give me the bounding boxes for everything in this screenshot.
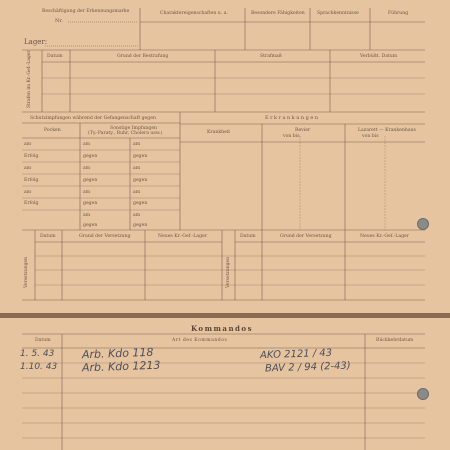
transfer-date-header: Datum <box>240 234 256 239</box>
kommandos-title: Kommandos <box>191 324 254 333</box>
vacc-am-label: am <box>24 190 32 195</box>
transfers-side-label: Versetzungen <box>24 256 29 288</box>
transfer-newcamp-header: Neues Kr.-Gef.-Lager <box>360 234 409 239</box>
vacc-gegen-label: gegen <box>133 178 148 183</box>
transfer-date-header: Datum <box>40 234 56 239</box>
vacc-am-label: am <box>83 142 91 147</box>
vacc-erfolg-label: Erfolg <box>24 154 39 159</box>
other-vacc-header: Sonstige Impfungen <box>110 126 158 131</box>
kommando-date-header: Datum <box>35 338 51 343</box>
pox-header: Pocken <box>44 128 61 133</box>
vacc-am-label: am <box>133 142 141 147</box>
transfer-reason-header: Grund der Versetzung <box>280 234 332 239</box>
vacc-gegen-label: gegen <box>83 178 98 183</box>
vacc-gegen-label: gegen <box>83 223 98 228</box>
vaccinations-title: Schutzimpfungen während der Gefangenschaft gegen <box>30 116 156 121</box>
entry-date: 1.10. 43 <box>20 362 58 372</box>
entry-kommando: Arb. Kdo 1213 <box>81 358 161 375</box>
vacc-gegen-label: gegen <box>133 223 148 228</box>
abilities-label: Besondere Fähigkeiten <box>251 11 305 16</box>
punish-penalty-header: Strafmaß <box>260 54 282 59</box>
lager-label: Lager: <box>24 38 48 46</box>
vacc-am-label: am <box>133 166 141 171</box>
vacc-gegen-label: gegen <box>133 201 148 206</box>
illness-header: Krankheit <box>207 130 231 135</box>
vacc-am-label: am <box>83 213 91 218</box>
vacc-gegen-label: gegen <box>83 201 98 206</box>
entry-kommando: Arb. Kdo 118 <box>81 345 154 362</box>
punish-date-header: Datum <box>47 54 63 59</box>
kommando-type-header: Art des Kommandos <box>172 338 228 343</box>
languages-label: Sprachkenntnisse <box>317 11 359 16</box>
transfer-reason-header: Grund der Versetzung <box>79 234 131 239</box>
transfer-newcamp-header: Neues Kr.-Gef.-Lager <box>158 234 207 239</box>
punishments-side-label: Strafen im Kr.-Gef.-Lager <box>27 50 32 108</box>
revier-header: Revier <box>295 128 311 133</box>
nr-label: Nr. <box>55 18 63 24</box>
vacc-gegen-label: gegen <box>83 154 98 159</box>
punish-served-header: Verbüßt. Datum <box>360 54 398 59</box>
revier-von-bis: von bis <box>283 134 300 139</box>
entry-reference: AKO 2121 / 43 <box>259 347 333 362</box>
vacc-am-label: am <box>133 190 141 195</box>
punish-reason-header: Grund der Bestrafung <box>117 54 169 59</box>
punch-hole <box>417 388 429 400</box>
character-label: Charaktereigenschaften u. a. <box>160 11 228 16</box>
illnesses-title: Erkrankungen <box>265 115 320 121</box>
kommandos-card <box>0 318 450 450</box>
lazarett-von-bis: von bis <box>362 134 379 139</box>
transfers-side-label: Versetzungen <box>226 256 231 288</box>
vacc-am-label: am <box>83 166 91 171</box>
vacc-am-label: am <box>24 166 32 171</box>
vacc-erfolg-label: Erfolg <box>24 201 39 206</box>
vacc-am-label: am <box>83 190 91 195</box>
vacc-gegen-label: gegen <box>133 154 148 159</box>
occupation-label: Beschäftigung der Erkennungsmarke <box>42 9 130 14</box>
entry-reference: BAV 2 / 94 (2-43) <box>264 360 351 375</box>
vacc-erfolg-label: Erfolg <box>24 178 39 183</box>
punch-hole <box>417 218 429 230</box>
vacc-am-label: am <box>24 142 32 147</box>
conduct-label: Führung <box>388 11 409 16</box>
other-vacc-subheader: (Ty.-Paraty., Ruhr, Cholera usw.) <box>88 131 163 136</box>
vacc-am-label: am <box>133 213 141 218</box>
entry-date: 1. 5. 43 <box>20 349 55 359</box>
return-date-header: Rückkehrdatum <box>376 338 414 343</box>
lazarett-header: Lazarett — Krankenhaus <box>358 128 416 133</box>
